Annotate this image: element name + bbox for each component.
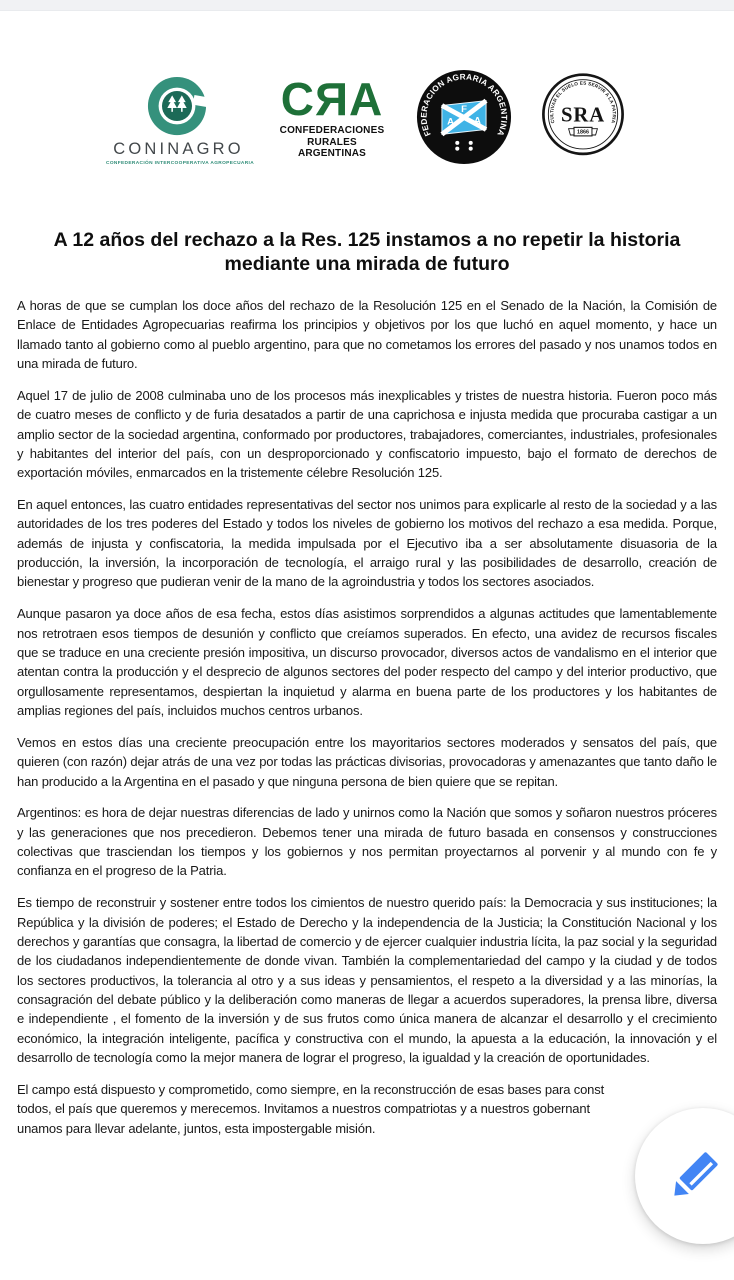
- cra-logo: [274, 73, 390, 160]
- edit-pencil-icon: [665, 1147, 723, 1205]
- title-line: mediante una mirada de futuro: [224, 253, 510, 275]
- faa-logo: [416, 69, 512, 165]
- coninagro-wordmark: CONINAGRO: [113, 140, 244, 158]
- coninagro-emblem-icon: [146, 75, 208, 137]
- document-body: [17, 296, 717, 1138]
- faa-letter: A: [447, 116, 455, 128]
- paragraph: Aunque pasaron ya doce años de esa fecha, estos días asistimos sorprendidos a algunas actitudes que lamentablemente nos retrotraen esos tiempos de desunión y conflicto que creíamos superados. En efecto, una avidez de recursos fiscales que se traduce en una creciente presión impositiva, un discurso provocador, diversos actos de vandalismo en el interior que atentan contra la producción y el desprecio de algunos sectores del poder respecto del campo y del interior productivo, que orgullosamente representamos, despiertan la inquietud y alarma en buena parte de los productores y los habitantes de amplias regiones del país, incluidos muchos centros urbanos.: [17, 606, 717, 719]
- paragraph: Aquel 17 de julio de 2008 culminaba uno de los procesos más inexplicables y tristes de nuestra historia. Fueron poco más de cuatro meses de conflicto y de furia desatados a partir de una caprichosa e injusta medida que procuraba castigar a un amplio sector de la sociedad argentina, conformado por productores, trabajadores, comerciantes, industriales, profesionales y habitantes del interior del país, con un desproporcionado y confiscatorio impuesto, bajo el formato de derechos de exportación móviles, enmarcados en la tristemente célebre Resolución 125.: [17, 387, 717, 481]
- cra-line: RURALES: [307, 136, 357, 148]
- top-bar: [0, 0, 734, 11]
- paragraph: [17, 1080, 717, 1138]
- sra-motto-text: CULTIVAR EL SUELO ES SERVIR A LA PATRIA: [549, 80, 617, 124]
- paragraph-line: El campo está dispuesto y comprometido, como siempre, en la reconstrucción de esas bases para const: [17, 1081, 605, 1097]
- paragraph-line: unamos para llevar adelante, juntos, esta impostergable misión.: [17, 1120, 376, 1136]
- faa-ring-text: FEDERACION AGRARIA ARGENTINA: [419, 72, 509, 138]
- faa-seal-icon: [416, 69, 512, 165]
- sra-year-banner: [569, 127, 598, 136]
- sra-logo: [538, 72, 628, 162]
- cra-wordmark: [274, 125, 390, 160]
- paragraph: Vemos en estos días una creciente preocupación entre los mayoritarios sectores moderados y sensatos del país, que quieren (con razón) dejar atrás de una vez por todas las prácticas divisorias, provocadoras y amenazantes que tanto daño le han producido a la Argentina en el pasado y que ninguna persona de bien quiere que se repitan.: [17, 734, 717, 789]
- faa-letter: F: [461, 104, 467, 116]
- paragraph: Argentinos: es hora de dejar nuestras diferencias de lado y unirnos como la Nación que somos y soñaron nuestros próceres y las generaciones que nos precedieron. Debemos tener una mirada de futuro basada en consensos y construcciones colectivas que trasciendan los tiempos y los gobiernos y nos permitan proyectarnos al porvenir y al mundo con fe y confianza en el progreso de la Patria.: [17, 805, 717, 879]
- document-title: [17, 228, 717, 276]
- sra-year: 1866: [577, 129, 589, 136]
- cra-acronym: CЯA: [280, 73, 384, 125]
- sra-acronym: SRA: [560, 104, 606, 127]
- coninagro-subtitle: CONFEDERACIÓN INTERCOOPERATIVA AGROPECUARIA: [106, 161, 255, 166]
- title-line: A 12 años del rechazo a la Res. 125 instamos a no repetir la historia: [53, 229, 681, 251]
- sra-seal-icon: [538, 72, 628, 162]
- paragraph: Es tiempo de reconstruir y sostener entre todos los cimientos de nuestro querido país: la Democracia y sus instituciones; la República y la división de poderes; el Estado de Derecho y la independencia de la Justicia; la Constitución Nacional y los derechos y garantías que consagra, la libertad de comercio y de ejercer cualquier industria lícita, la paz social y la seguridad de los ciudadanos independientemente de donde vivan. También la complementariedad del campo y la ciudad y de todos los sectores productivos, la tolerancia al otro y a sus ideas y pensamientos, el respeto a la diversidad y a las minorías, la consagración del debate público y la deliberación como maneras de llegar a acuerdos superadores, la prensa libre, diversa e independiente , el fomento de la inversión y de sus frutos como única manera de alcanzar el desarrollo y el crecimiento económico, la integración inteligente, pacífica y constructiva con el mundo, la apuesta a la educación, la innovación y el desarrollo de tecnología como la mejor manera de lograr el progreso, la igualdad y la creación de oportunidades.: [17, 895, 717, 1066]
- cra-line: CONFEDERACIONES: [279, 125, 385, 136]
- cra-line: ARGENTINAS: [297, 148, 367, 159]
- paragraph: En aquel entonces, las cuatro entidades representativas del sector nos unimos para explicarle al resto de la sociedad y a las autoridades de los tres poderes del Estado y todos los niveles de gobierno los motivos del rechazo a esa medida. Porque, además de injusta y confiscatoria, la medida impulsada por el Ejecutivo iba a ser absolutamente disuasoria de la producción, la inversión, la incorporación de tecnología, el arraigo rural y las posibilidades de desarrollo, creación de bienestar y progreso que pudieran venir de la mano de la agroindustria y todos los sectores asociados.: [17, 497, 717, 590]
- coninagro-logo: [106, 75, 255, 166]
- letterhead-logos: [0, 69, 734, 166]
- paragraph: A horas de que se cumplan los doce años del rechazo de la Resolución 125 en el Senado de la Nación, la Comisión de Enlace de Entidades Agropecuarias reafirma los principios y objetivos por los que luchó en aquel momento, y hace un llamado tanto al gobierno como al pueblo argentino, para que no cometamos los errores del pasado y nos unamos todos en una mirada de futuro.: [17, 298, 717, 372]
- faa-letter: A: [473, 115, 481, 127]
- paragraph-line: todos, el país que queremos y merecemos. Invitamos a nuestros compatriotas y a nuestros gobernant: [17, 1101, 590, 1117]
